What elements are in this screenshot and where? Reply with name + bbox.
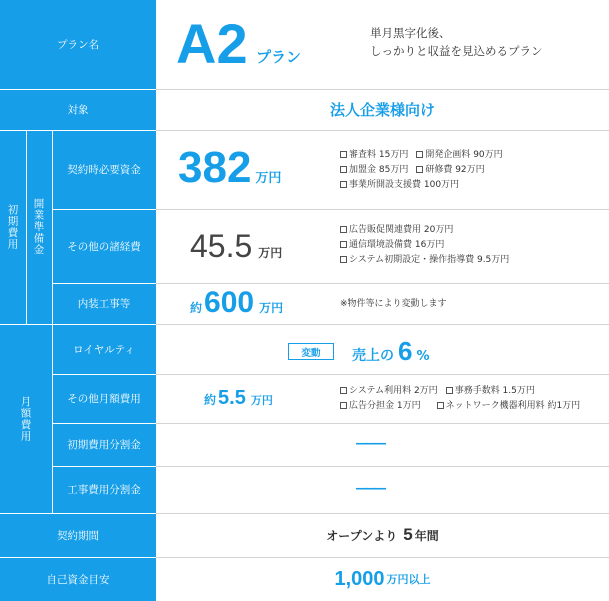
royalty-badge: 変動	[288, 343, 334, 360]
contract-period-text: オープンより	[326, 528, 398, 543]
target-value: 法人企業様向け	[329, 101, 435, 119]
other-expenses-amount	[190, 228, 282, 265]
checkbox-icon	[340, 387, 347, 394]
monthly-cost-group-label: 月額費用	[19, 395, 32, 442]
interior-number: 600	[204, 286, 255, 319]
checkbox-icon	[340, 181, 347, 188]
plan-desc-line1: 単月黒字化後、	[370, 26, 451, 40]
checkbox-icon	[340, 402, 347, 409]
monthly-item: 事務手数料 1.5万円	[454, 386, 535, 396]
other-monthly-number: 5.5	[218, 387, 246, 409]
contract-period-value	[156, 513, 609, 557]
other-monthly-label: その他月額費用	[67, 393, 141, 405]
monthly-item: ネットワーク機器利用料 約1万円	[445, 401, 581, 411]
contract-period-unit: 年間	[414, 528, 439, 543]
interior-work-label: 内装工事等	[77, 298, 131, 310]
initial-installment-label: 初期費用分割金	[67, 439, 141, 451]
target-label: 対象	[67, 104, 89, 116]
royalty-value	[352, 336, 430, 367]
contract-amount-unit: 万円	[255, 171, 282, 186]
royalty-text: 売上の	[352, 348, 394, 364]
checkbox-icon	[437, 402, 444, 409]
contract-item: 事業所開設支援費 100万円	[349, 180, 460, 190]
own-funds-value	[156, 557, 609, 601]
contract-items	[340, 148, 503, 193]
own-funds-number: 1,000	[334, 567, 385, 590]
opening-fund-sub-label: 開業準備金	[32, 198, 45, 256]
other-expense-item: 広告販促関連費用 20万円	[349, 225, 454, 235]
checkbox-icon	[446, 387, 453, 394]
contract-item: 加盟金 85万円	[349, 165, 409, 175]
royalty-percent-sign: %	[416, 349, 430, 364]
contract-funds-label: 契約時必要資金	[67, 164, 141, 176]
own-funds-label: 自己資金目安	[46, 573, 110, 586]
other-expense-item: システム初期設定・操作指導費 9.5万円	[349, 255, 510, 265]
contract-item: 研修費 92万円	[425, 165, 485, 175]
other-monthly-amount	[204, 387, 273, 410]
checkbox-icon	[340, 256, 347, 263]
checkbox-icon	[340, 151, 347, 158]
other-expense-items	[340, 223, 509, 268]
plan-name-label: プラン名	[57, 39, 99, 51]
monthly-item: 広告分担金 1万円	[349, 401, 421, 411]
other-expenses-unit: 万円	[258, 246, 283, 260]
plan-code: A2	[176, 12, 248, 75]
contract-period-years: 5	[403, 525, 413, 544]
checkbox-icon	[416, 166, 423, 173]
other-expenses-label: その他の諸経費	[67, 240, 141, 253]
monthly-item: システム利用料 2万円	[349, 386, 438, 396]
construction-installment-label: 工事費用分割金	[67, 484, 141, 496]
checkbox-icon	[340, 241, 347, 248]
own-funds-unit: 万円以上	[386, 573, 431, 586]
other-monthly-items	[340, 384, 580, 414]
interior-amount	[190, 286, 283, 320]
interior-prefix: 約	[190, 301, 203, 315]
royalty-label: ロイヤルティ	[73, 343, 135, 356]
contract-amount	[178, 143, 281, 193]
checkbox-icon	[416, 151, 423, 158]
initial-installment-value: ―――	[356, 436, 383, 450]
interior-note: ※物件等により変動します	[340, 299, 447, 309]
contract-item: 審査料 15万円	[349, 150, 409, 160]
contract-amount-number: 382	[178, 143, 252, 192]
other-monthly-prefix: 約	[204, 393, 217, 407]
contract-item: 開発企画料 90万円	[425, 150, 503, 160]
other-monthly-unit: 万円	[250, 394, 273, 407]
plan-desc-line2: しっかりと収益を見込めるプラン	[370, 44, 543, 58]
other-expense-item: 通信環境設備費 16万円	[349, 240, 445, 250]
other-expenses-number: 45.5	[190, 228, 253, 264]
construction-installment-value: ―――	[356, 481, 383, 495]
contract-period-label: 契約期間	[57, 529, 99, 542]
checkbox-icon	[340, 166, 347, 173]
checkbox-icon	[340, 226, 347, 233]
plan-suffix: プラン	[256, 48, 302, 66]
initial-cost-group-label: 初期費用	[6, 204, 19, 250]
interior-unit: 万円	[259, 301, 284, 315]
royalty-percent: 6	[398, 336, 413, 366]
plan-description	[370, 24, 543, 60]
